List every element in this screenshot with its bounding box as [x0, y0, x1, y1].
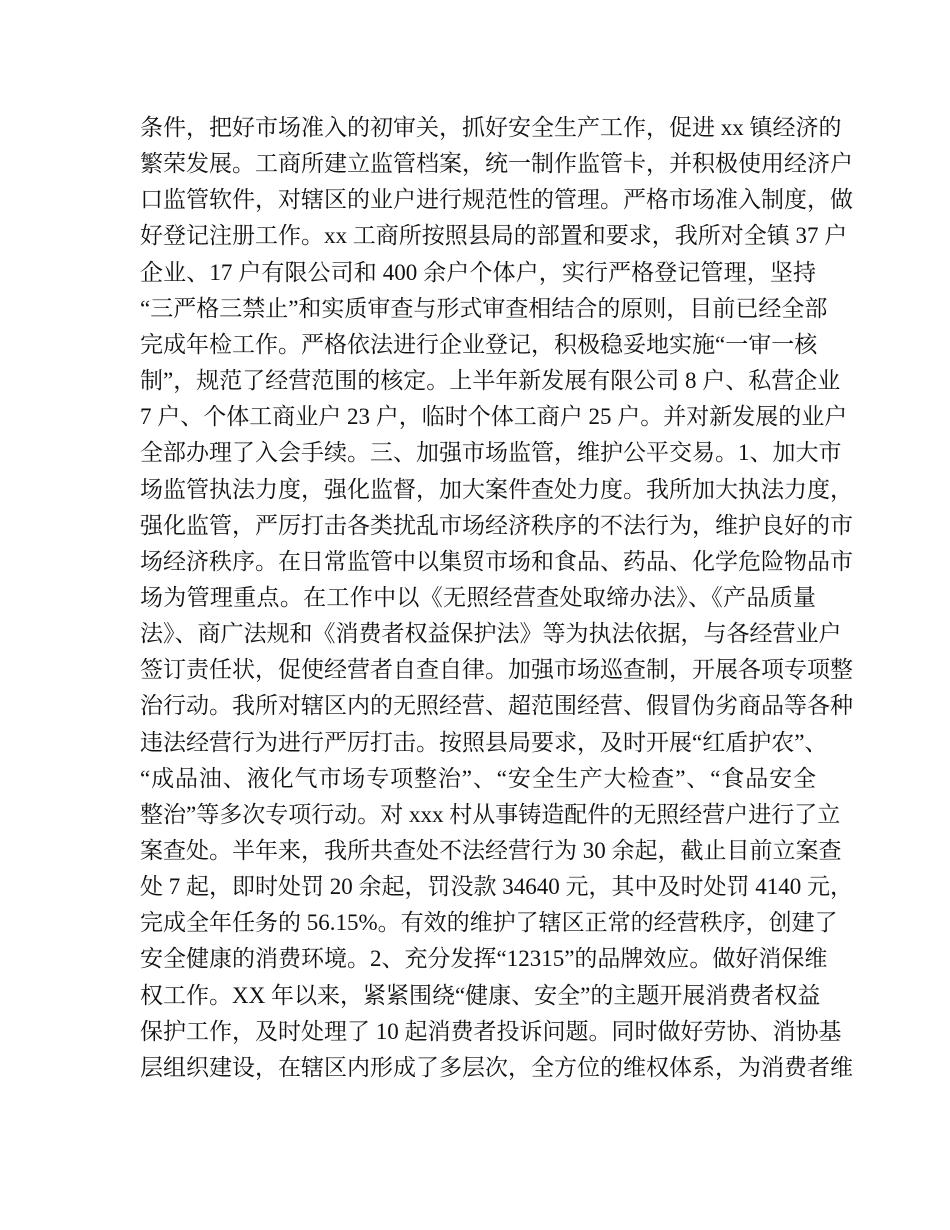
text-line: “成品油、液化气市场专项整治”、“安全生产大检查”、“食品安全	[140, 765, 816, 791]
text-line: 违法经营行为进行严厉打击。按照县局要求，及时开展“红盾护农”、	[140, 729, 828, 755]
text-line: 7 户、个体工商业户 23 户，临时个体工商户 25 户。并对新发展的业户	[140, 404, 848, 430]
text-line: 签订责任状，促使经营者自查自律。加强市场巡查制，开展各项专项整	[140, 657, 853, 683]
text-line: 全部办理了入会手续。三、加强市场监管，维护公平交易。1、加大市	[140, 440, 842, 466]
text-line: 场监管执法力度，强化监督，加大案件查处力度。我所加大执法力度，	[140, 476, 853, 502]
text-line: 法》、商广法规和《消费者权益保护法》等为执法依据，与各经营业户	[140, 621, 842, 647]
text-line: 强化监管，严厉打击各类扰乱市场经济秩序的不法行为，维护良好的市	[140, 512, 853, 538]
text-line: 案查处。半年来，我所共查处不法经营行为 30 余起，截止目前立案查	[140, 838, 842, 863]
text-line: 好登记注册工作。xx 工商所按照县局的部置和要求，我所对全镇 37 户	[140, 223, 848, 249]
text-line: 治行动。我所对辖区内的无照经营、超范围经营、假冒伪劣商品等各种	[140, 693, 853, 719]
text-line: 安全健康的消费环境。2、充分发挥“12315”的品牌效应。做好消保维	[140, 946, 828, 972]
text-line: 完成全年任务的 56.15%。有效的维护了辖区正常的经营秩序，创建了	[140, 910, 838, 936]
text-line: 整治”等多次专项行动。对 xxx 村从事铸造配件的无照经营户进行了立	[140, 801, 841, 827]
text-line: 层组织建设，在辖区内形成了多层次，全方位的维权体系，为消费者维	[140, 1054, 853, 1080]
text-line: 完成年检工作。严格依法进行企业登记，积极稳妥地实施“一审一核	[140, 331, 818, 357]
text-line: 保护工作，及时处理了 10 起消费者投诉问题。同时做好劳协、消协基	[140, 1018, 842, 1044]
text-line: 场为管理重点。在工作中以《无照经营查处取缔办法》、《产品质量	[140, 584, 816, 610]
text-line: 繁荣发展。工商所建立监管档案，统一制作监管卡，并积极使用经济户	[140, 151, 853, 177]
text-line: 场经济秩序。在日常监管中以集贸市场和食品、药品、化学危险物品市	[140, 548, 853, 574]
text-line: “三严格三禁止”和实质审查与形式审查相结合的原则，目前已经全部	[140, 295, 828, 321]
text-line: 口监管软件，对辖区的业户进行规范性的管理。严格市场准入制度，做	[140, 187, 853, 213]
text-line: 制”，规范了经营范围的核定。上半年新发展有限公司 8 户、私营企业	[140, 368, 841, 394]
text-line: 企业、17 户有限公司和 400 余户个体户，实行严格登记管理，坚持	[140, 259, 816, 285]
text-line: 权工作。XX 年以来，紧紧围绕“健康、安全”的主题开展消费者权益	[140, 982, 821, 1008]
text-line: 条件，把好市场准入的初审关，抓好安全生产工作，促进 xx 镇经济的	[140, 115, 842, 140]
text-line: 处 7 起，即时处罚 20 余起，罚没款 34640 元，其中及时处罚 4140 元，	[140, 874, 853, 900]
